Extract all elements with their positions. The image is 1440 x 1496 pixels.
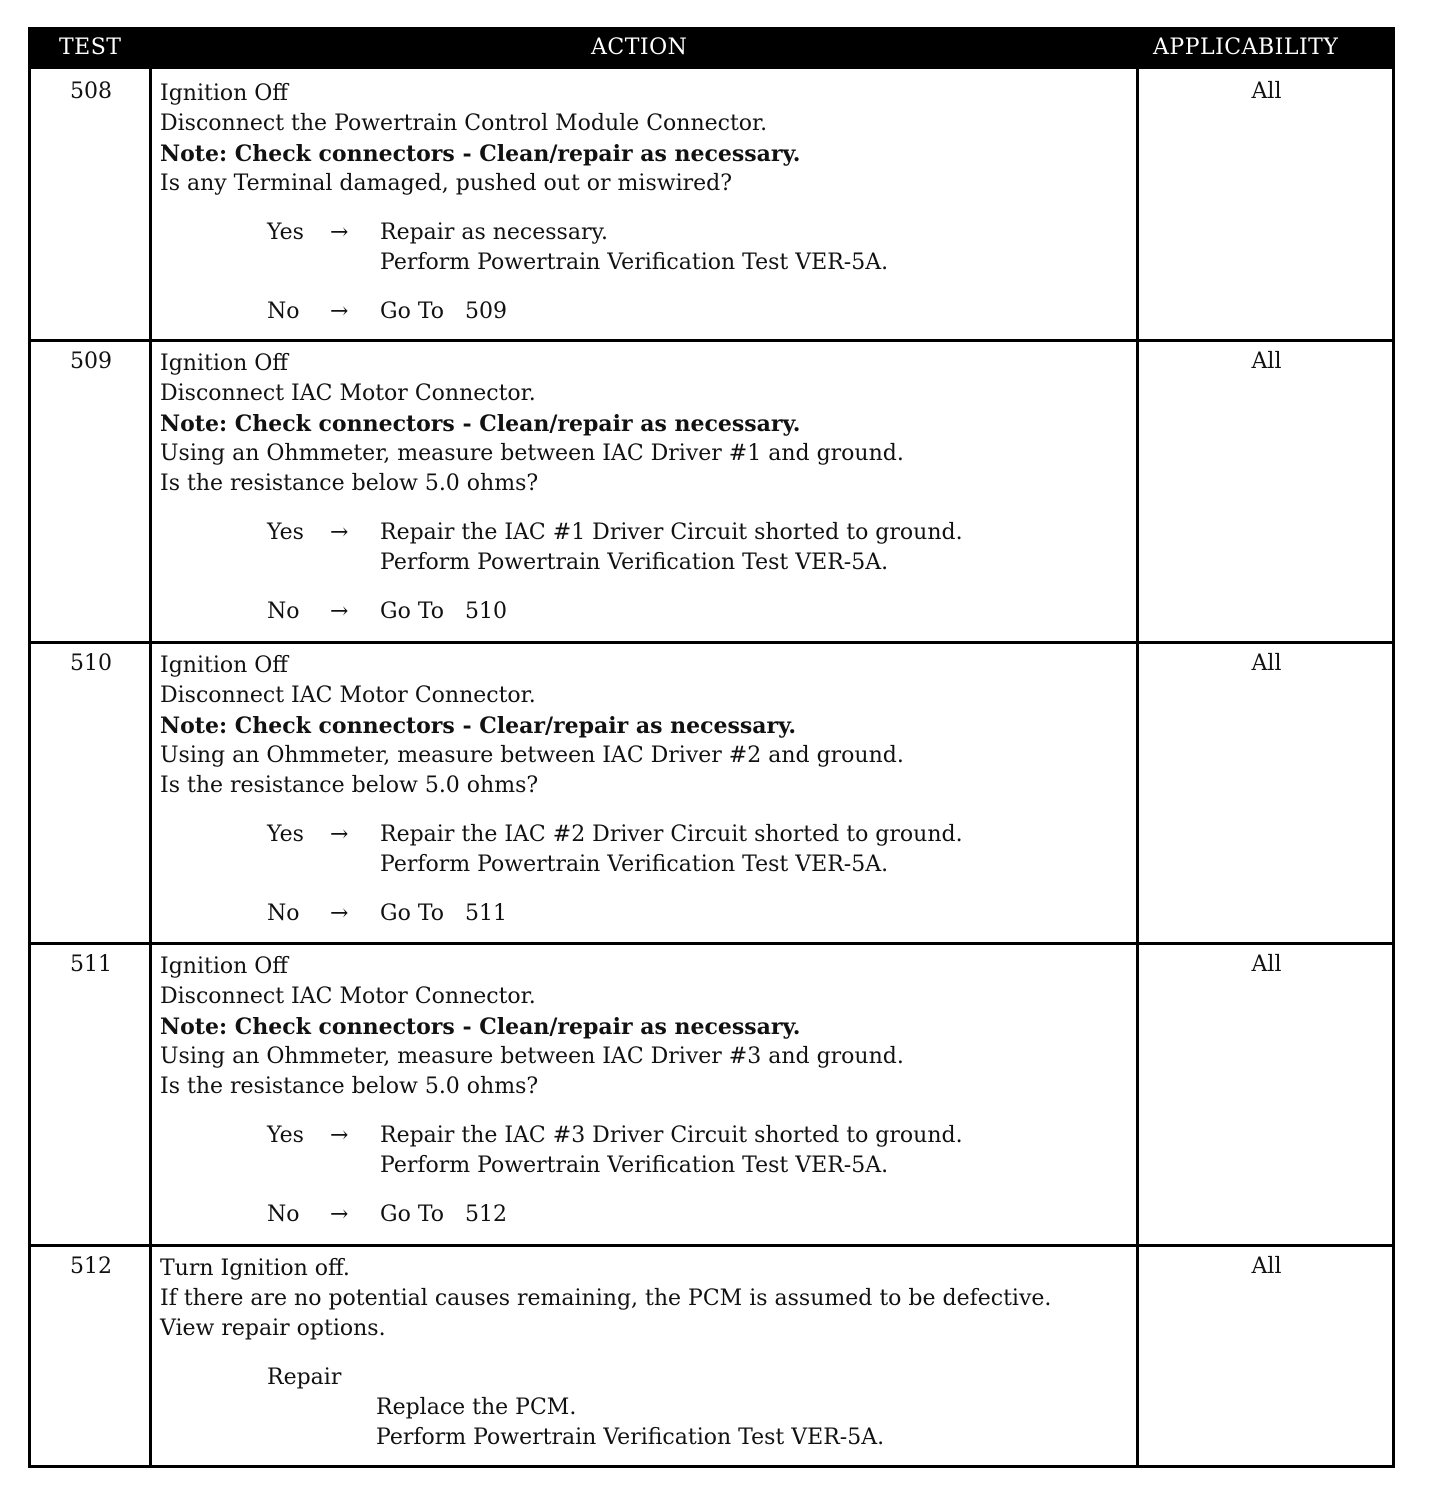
spacer [160,1102,1140,1121]
action-line: Disconnect IAC Motor Connector. [160,984,536,1009]
action-line: Is the resistance below 5.0 ohms? [160,1074,539,1099]
yes-branch-cont [160,548,1140,578]
arrow-icon: → [330,220,349,245]
spacer [160,578,1140,597]
yes-text: Repair as necessary. [380,220,608,245]
applicability-cell: All [1251,1254,1282,1279]
no-branch [160,899,1140,929]
no-text: Go To 509 [380,299,507,324]
table-header [31,30,1392,69]
yes-label: Yes [267,822,304,847]
applicability-cell: All [1251,349,1282,374]
action-line: Disconnect the Powertrain Control Module Connector. [160,111,768,136]
action-line: If there are no potential causes remaining, the PCM is assumed to be defective. [160,1286,1052,1311]
action-line: Using an Ohmmeter, measure between IAC Driver #2 and ground. [160,743,904,768]
action-line: Ignition Off [160,954,288,979]
action-line: Ignition Off [160,351,288,376]
header-test: TEST [59,35,122,60]
action-line: Ignition Off [160,81,288,106]
yes-branch-cont [160,248,1140,278]
yes-label: Yes [267,220,304,245]
yes-label: Yes [267,520,304,545]
action-cell [160,1254,1140,1453]
yes-branch [160,218,1140,248]
no-branch [160,297,1140,327]
yes-text: Repair the IAC #1 Driver Circuit shorted to ground. [380,520,963,545]
spacer [160,199,1140,218]
yes-text: Perform Powertrain Verification Test VER-5A. [380,852,889,877]
note-line: Note: Check connectors - Clean/repair as necessary. [160,411,801,437]
table-row [31,339,1392,641]
applicability-cell: All [1251,79,1282,104]
table-row [31,641,1392,942]
yes-text: Perform Powertrain Verification Test VER-5A. [380,1153,889,1178]
diagnostic-table [28,27,1395,1468]
spacer [160,1181,1140,1200]
test-number: 510 [70,651,112,676]
action-cell [160,349,1140,627]
test-number: 508 [70,79,112,104]
action-line: Is any Terminal damaged, pushed out or miswired? [160,171,733,196]
action-line: Using an Ohmmeter, measure between IAC Driver #3 and ground. [160,1044,904,1069]
spacer [160,1344,1140,1363]
action-cell [160,952,1140,1230]
repair-label: Repair [267,1365,342,1390]
test-number: 512 [70,1254,112,1279]
action-cell [160,79,1140,327]
no-branch [160,597,1140,627]
arrow-icon: → [330,822,349,847]
repair-text: Replace the PCM. [376,1395,577,1420]
note-line: Note: Check connectors - Clear/repair as necessary. [160,713,797,739]
yes-text: Perform Powertrain Verification Test VER-5A. [380,550,889,575]
test-number: 511 [70,952,112,977]
yes-label: Yes [267,1123,304,1148]
arrow-icon: → [330,520,349,545]
no-label: No [267,901,300,926]
no-branch [160,1200,1140,1230]
table-row [31,942,1392,1244]
yes-branch-cont [160,850,1140,880]
table-row [31,1244,1392,1469]
action-line: Using an Ohmmeter, measure between IAC Driver #1 and ground. [160,441,904,466]
header-applicability: APPLICABILITY [1153,35,1339,60]
yes-branch [160,1121,1140,1151]
applicability-cell: All [1251,952,1282,977]
action-line: Is the resistance below 5.0 ohms? [160,773,539,798]
action-cell [160,651,1140,929]
spacer [160,278,1140,297]
repair-text: Perform Powertrain Verification Test VER-5A. [376,1425,885,1450]
action-line: Is the resistance below 5.0 ohms? [160,471,539,496]
action-line: Disconnect IAC Motor Connector. [160,381,536,406]
no-text: Go To 510 [380,599,507,624]
yes-text: Repair the IAC #2 Driver Circuit shorted to ground. [380,822,963,847]
arrow-icon: → [330,1202,349,1227]
arrow-icon: → [330,299,349,324]
action-line: Ignition Off [160,653,288,678]
header-action: ACTION [591,35,688,60]
action-line: View repair options. [160,1316,386,1341]
yes-branch [160,820,1140,850]
spacer [160,880,1140,899]
no-text: Go To 512 [380,1202,507,1227]
yes-text: Perform Powertrain Verification Test VER-5A. [380,250,889,275]
yes-text: Repair the IAC #3 Driver Circuit shorted to ground. [380,1123,963,1148]
arrow-icon: → [330,901,349,926]
action-line: Disconnect IAC Motor Connector. [160,683,536,708]
no-label: No [267,1202,300,1227]
yes-branch-cont [160,1151,1140,1181]
action-line: Turn Ignition off. [160,1256,350,1281]
note-line: Note: Check connectors - Clean/repair as necessary. [160,1014,801,1040]
arrow-icon: → [330,599,349,624]
spacer [160,499,1140,518]
applicability-cell: All [1251,651,1282,676]
no-label: No [267,299,300,324]
note-line: Note: Check connectors - Clean/repair as necessary. [160,141,801,167]
no-label: No [267,599,300,624]
table-row [31,69,1392,339]
no-text: Go To 511 [380,901,507,926]
test-number: 509 [70,349,112,374]
arrow-icon: → [330,1123,349,1148]
yes-branch [160,518,1140,548]
spacer [160,801,1140,820]
